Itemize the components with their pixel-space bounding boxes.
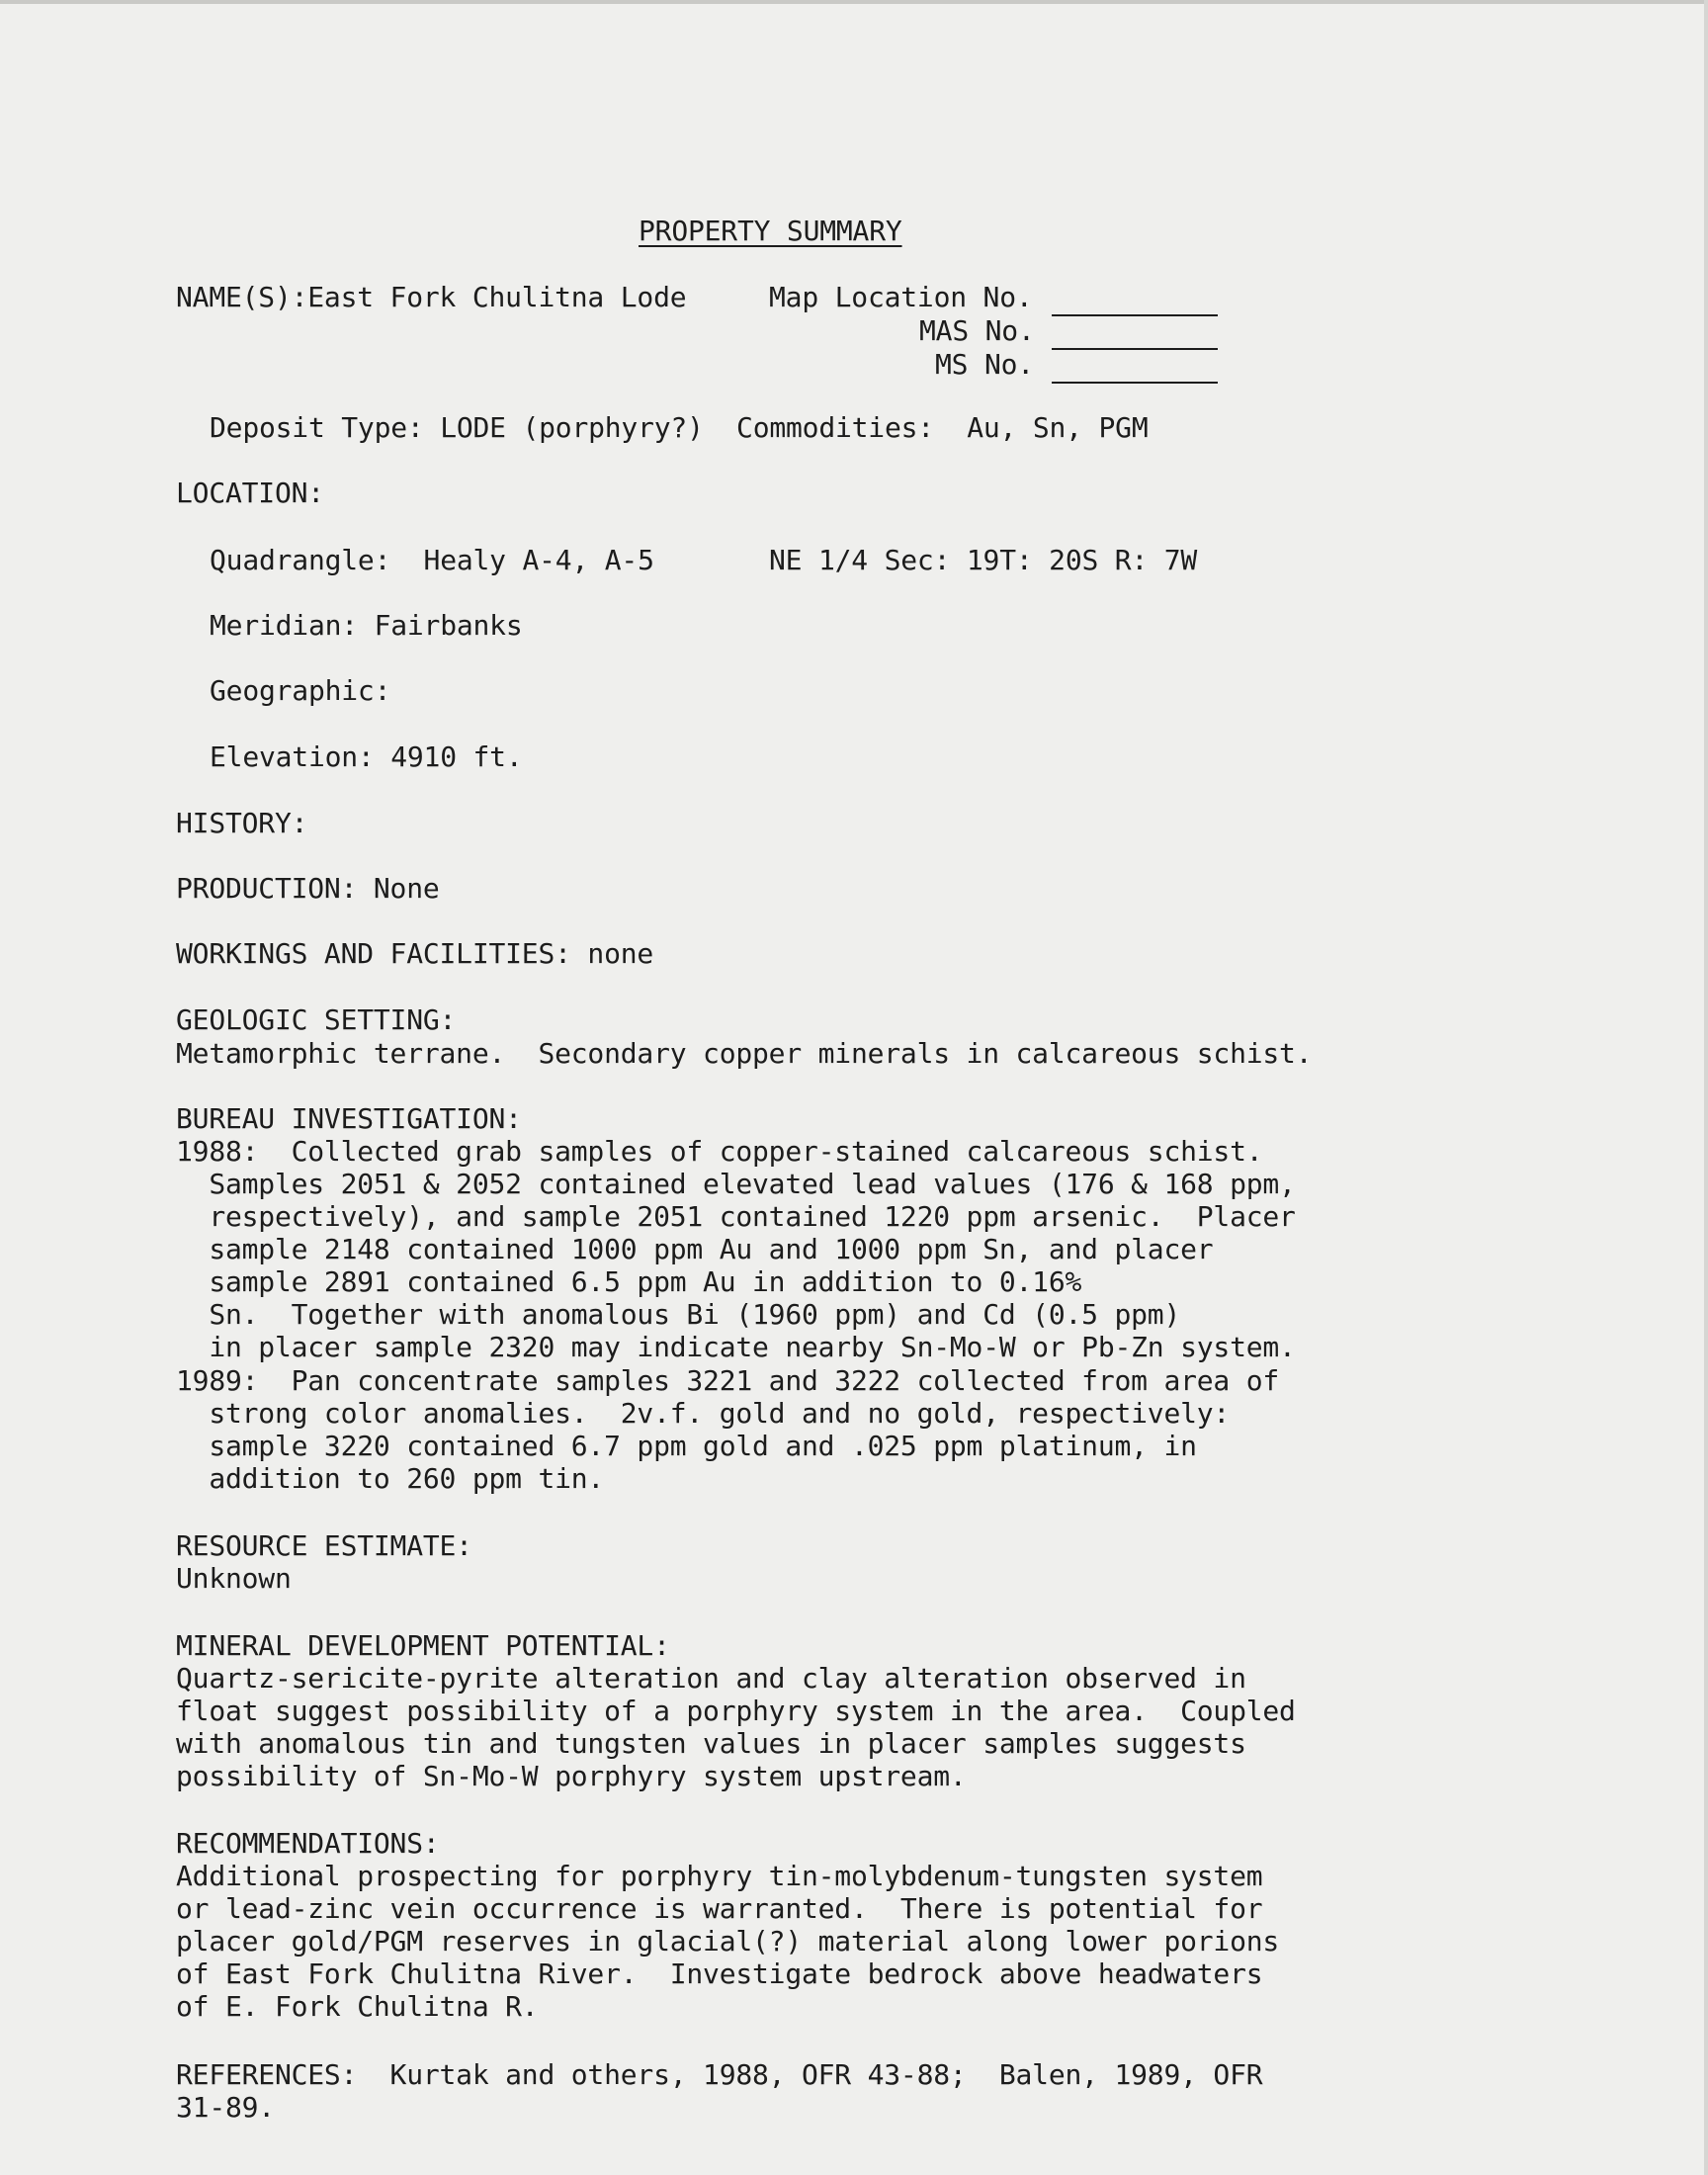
geologic-line: Metamorphic terrane. Secondary copper minerals in calcareous schist.	[176, 1037, 1313, 1070]
scan-edge-top	[0, 0, 1708, 4]
geographic: Geographic:	[210, 674, 391, 707]
recommendations-line: or lead-zinc vein occurrence is warranted. There is potential for	[176, 1892, 1263, 1925]
bureau-line: 1989: Pan concentrate samples 3221 and 3222 collected from area of	[176, 1364, 1280, 1397]
resource-heading: RESOURCE ESTIMATE:	[176, 1529, 472, 1562]
ms-label: MS No.	[935, 348, 1034, 381]
bureau-line: in placer sample 2320 may indicate nearby Sn-Mo-W or Pb-Zn system.	[176, 1331, 1296, 1363]
recommendations-line: Additional prospecting for porphyry tin-molybdenum-tungsten system	[176, 1860, 1263, 1892]
ms-blank	[1052, 382, 1218, 384]
bureau-line: sample 2148 contained 1000 ppm Au and 1000 ppm Sn, and placer	[176, 1233, 1214, 1265]
geologic-heading: GEOLOGIC SETTING:	[176, 1003, 457, 1036]
recommendations-line: of East Fork Chulitna River. Investigate bedrock above headwaters	[176, 1958, 1263, 1990]
map-location-label: Map Location No.	[769, 281, 1033, 313]
map-location-blank	[1052, 314, 1218, 316]
quadrangle: Quadrangle: Healy A-4, A-5	[210, 544, 654, 576]
elevation: Elevation: 4910 ft.	[210, 740, 523, 773]
references-line: 31-89.	[176, 2091, 275, 2124]
mineral-line: with anomalous tin and tungsten values in placer samples suggests	[176, 1727, 1246, 1760]
recommendations-line: of E. Fork Chulitna R.	[176, 1990, 539, 2023]
location-heading: LOCATION:	[176, 477, 324, 509]
mineral-line: Quartz-sericite-pyrite alteration and clay alteration observed in	[176, 1662, 1246, 1695]
bureau-line: sample 2891 contained 6.5 ppm Au in addition to 0.16%	[176, 1265, 1082, 1298]
recommendations-heading: RECOMMENDATIONS:	[176, 1827, 440, 1860]
property-name: NAME(S):East Fork Chulitna Lode	[176, 281, 687, 313]
bureau-line: 1988: Collected grab samples of copper-stained calcareous schist.	[176, 1135, 1263, 1168]
meridian: Meridian: Fairbanks	[210, 609, 523, 642]
mas-label: MAS No.	[919, 314, 1035, 347]
bureau-heading: BUREAU INVESTIGATION:	[176, 1102, 522, 1135]
section-township-range: NE 1/4 Sec: 19T: 20S R: 7W	[769, 544, 1198, 576]
scan-edge-right	[1704, 0, 1708, 2175]
bureau-line: Samples 2051 & 2052 contained elevated lead values (176 & 168 ppm,	[176, 1168, 1296, 1200]
mineral-line: possibility of Sn-Mo-W porphyry system upstream.	[176, 1760, 967, 1792]
mineral-line: float suggest possibility of a porphyry system in the area. Coupled	[176, 1695, 1296, 1727]
bureau-line: respectively), and sample 2051 contained 1220 ppm arsenic. Placer	[176, 1200, 1296, 1233]
history-heading: HISTORY:	[176, 807, 308, 839]
mas-blank	[1052, 348, 1218, 350]
bureau-line: strong color anomalies. 2v.f. gold and no gold, respectively:	[176, 1397, 1231, 1430]
workings-facilities: WORKINGS AND FACILITIES: none	[176, 937, 654, 970]
mineral-heading: MINERAL DEVELOPMENT POTENTIAL:	[176, 1629, 670, 1662]
recommendations-line: placer gold/PGM reserves in glacial(?) material along lower porions	[176, 1925, 1280, 1958]
bureau-line: addition to 260 ppm tin.	[176, 1462, 605, 1495]
production: PRODUCTION: None	[176, 872, 440, 905]
resource-line: Unknown	[176, 1562, 292, 1595]
references-line: REFERENCES: Kurtak and others, 1988, OFR 43-88; Balen, 1989, OFR	[176, 2058, 1263, 2091]
bureau-line: Sn. Together with anomalous Bi (1960 ppm) and Cd (0.5 ppm)	[176, 1298, 1181, 1331]
deposit-type: Deposit Type: LODE (porphyry?) Commodities: Au, Sn, PGM	[210, 411, 1149, 444]
bureau-line: sample 3220 contained 6.7 ppm gold and .025 ppm platinum, in	[176, 1430, 1197, 1462]
page-title: PROPERTY SUMMARY	[639, 215, 902, 247]
